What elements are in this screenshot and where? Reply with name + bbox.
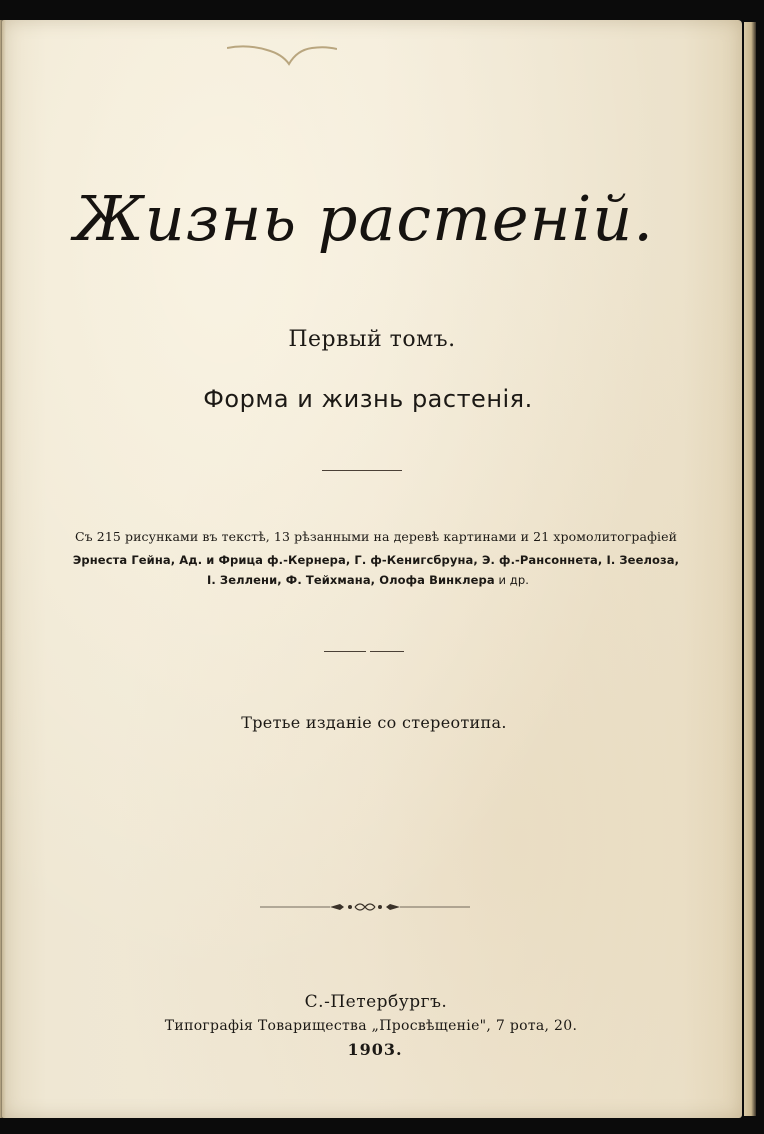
illustrators-etc: и др. (494, 573, 530, 587)
spine-shadow (0, 20, 6, 1118)
divider-rule-left (324, 651, 366, 652)
page-edge (744, 22, 756, 1116)
printer-info: Типографiя Товарищества „Просвѣщенiе", 7 рота, 20. (164, 1018, 578, 1034)
paper-tear-mark (227, 40, 337, 66)
illustrators-names: I. Зеллени, Ф. Тейхмана, Олофа Винклера (206, 573, 495, 587)
divider-rule-right (370, 651, 404, 652)
ornament-divider-icon (260, 900, 470, 914)
volume-label: Первый томъ. (288, 327, 456, 352)
title-page (2, 20, 742, 1118)
divider-rule (322, 470, 402, 471)
illustrators-list-line2 (0, 573, 738, 587)
book-title: Жизнь растенiй. (74, 182, 654, 255)
edition-note: Третье изданiе со стереотипа. (241, 713, 507, 732)
publication-city: С.-Петербургъ. (304, 992, 448, 1012)
illustrations-note: Съ 215 рисунками въ текстѣ, 13 рѣзанными на деревѣ картинами и 21 хромолитографiей (74, 529, 677, 544)
publication-year: 1903. (347, 1040, 403, 1059)
illustrators-list-line1: Эрнеста Гейна, Ад. и Фрица ф.-Кернера, Г. ф-Кенигсбруна, Э. ф.-Рансоннета, I. Зеелоза, (72, 553, 680, 567)
book-subtitle: Форма и жизнь растенiя. (203, 385, 533, 413)
